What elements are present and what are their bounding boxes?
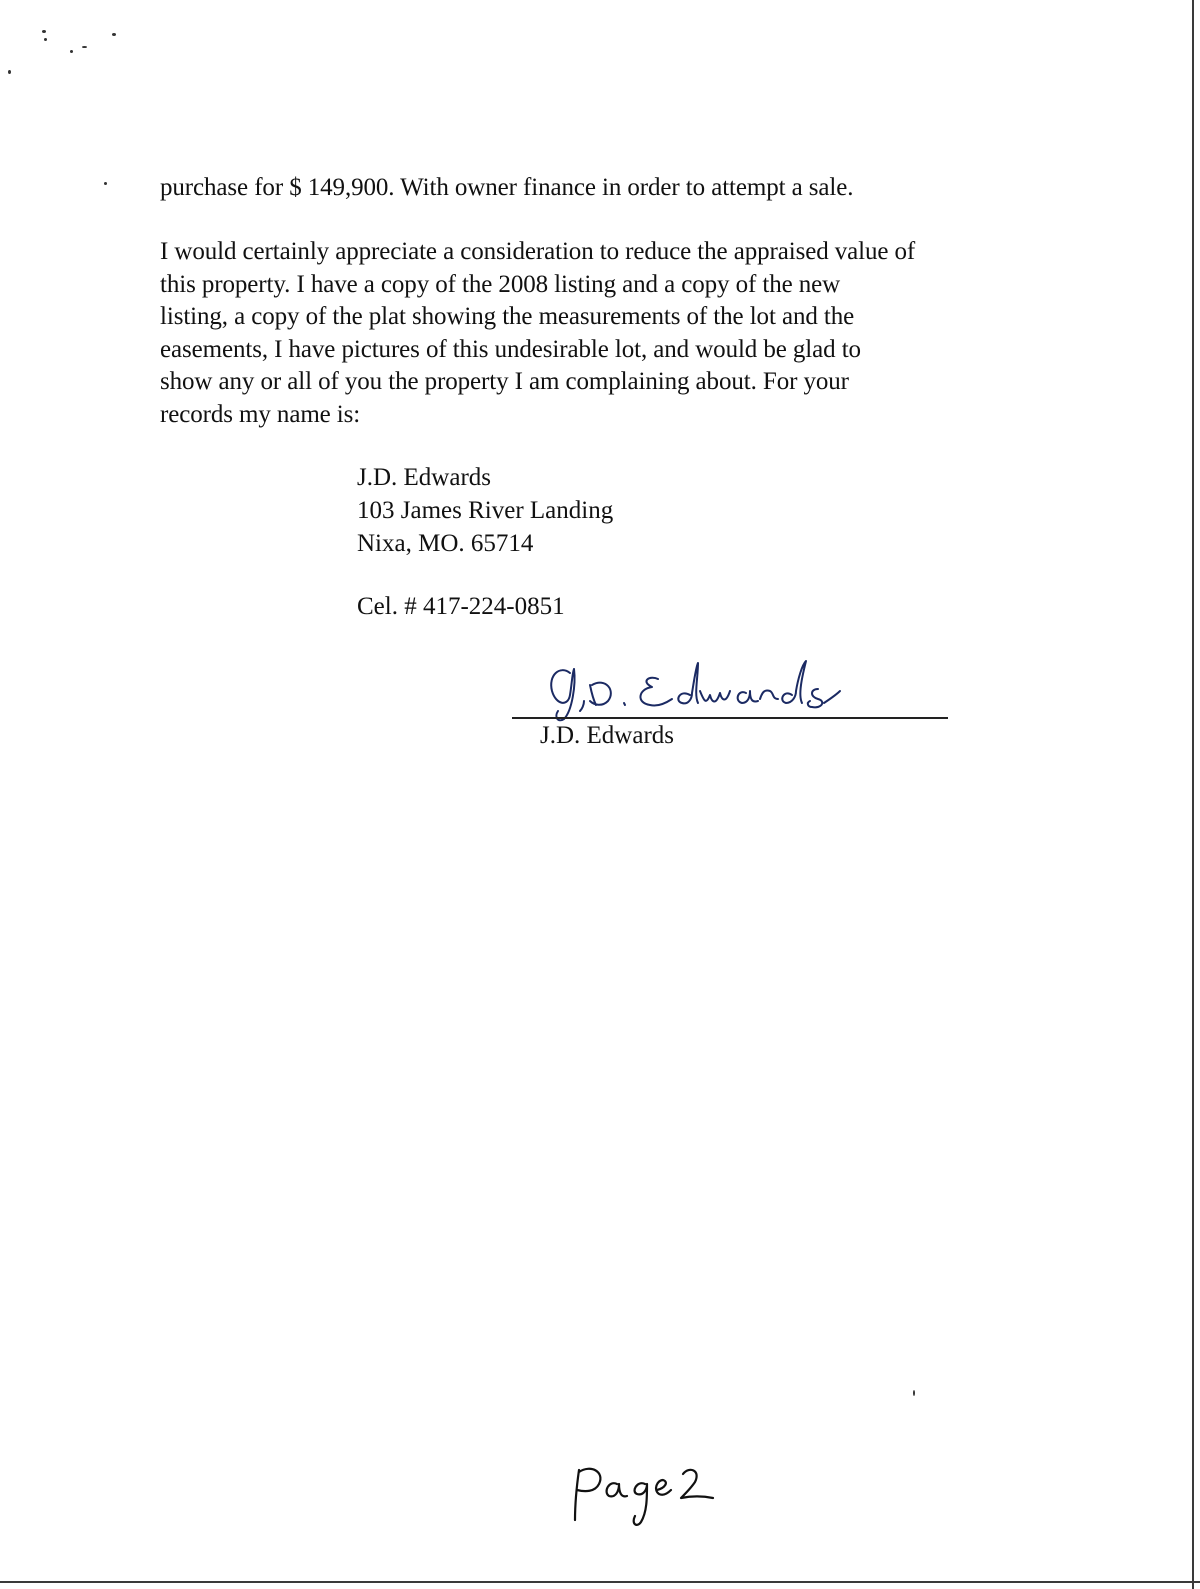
paragraph-line: I would certainly appreciate a consideration to reduce the appraised value of [160, 238, 916, 265]
scan-speck [44, 38, 47, 41]
request-paragraph [160, 236, 1040, 431]
scan-speck [82, 46, 87, 48]
paragraph-line: purchase for $ 149,900. With owner finance in order to attempt a sale. [160, 174, 854, 201]
handwritten-page-number [565, 1458, 725, 1538]
handwritten-signature [540, 655, 950, 725]
sender-city: Nixa, MO. 65714 [357, 530, 534, 557]
scan-edge-right [1192, 0, 1194, 1589]
paragraph-line: this property. I have a copy of the 2008 listing and a copy of the new [160, 270, 841, 298]
sender-phone: Cel. # 417-224-0851 [357, 593, 565, 620]
scan-edge-bottom [0, 1581, 1200, 1583]
sender-address-block [357, 461, 613, 560]
sender-name: J.D. Edwards [357, 464, 492, 491]
continuation-paragraph [160, 172, 1040, 205]
paragraph-line: show any or all of you the property I am complaining about. For your [160, 368, 849, 395]
sender-street: 103 James River Landing [357, 497, 614, 524]
scan-speck [104, 182, 107, 185]
scan-speck [42, 30, 46, 33]
paragraph-line: records my name is: [160, 400, 361, 428]
signature-line [512, 717, 948, 719]
paragraph-line: easements, I have pictures of this undesirable lot, and would be glad to [160, 335, 861, 363]
scan-speck [913, 1390, 915, 1396]
scan-speck [8, 70, 11, 74]
scan-speck [112, 33, 116, 36]
scan-speck [70, 50, 73, 53]
signature-printed-name: J.D. Edwards [540, 722, 675, 749]
paragraph-line: listing, a copy of the plat showing the measurements of the lot and the [160, 303, 855, 330]
